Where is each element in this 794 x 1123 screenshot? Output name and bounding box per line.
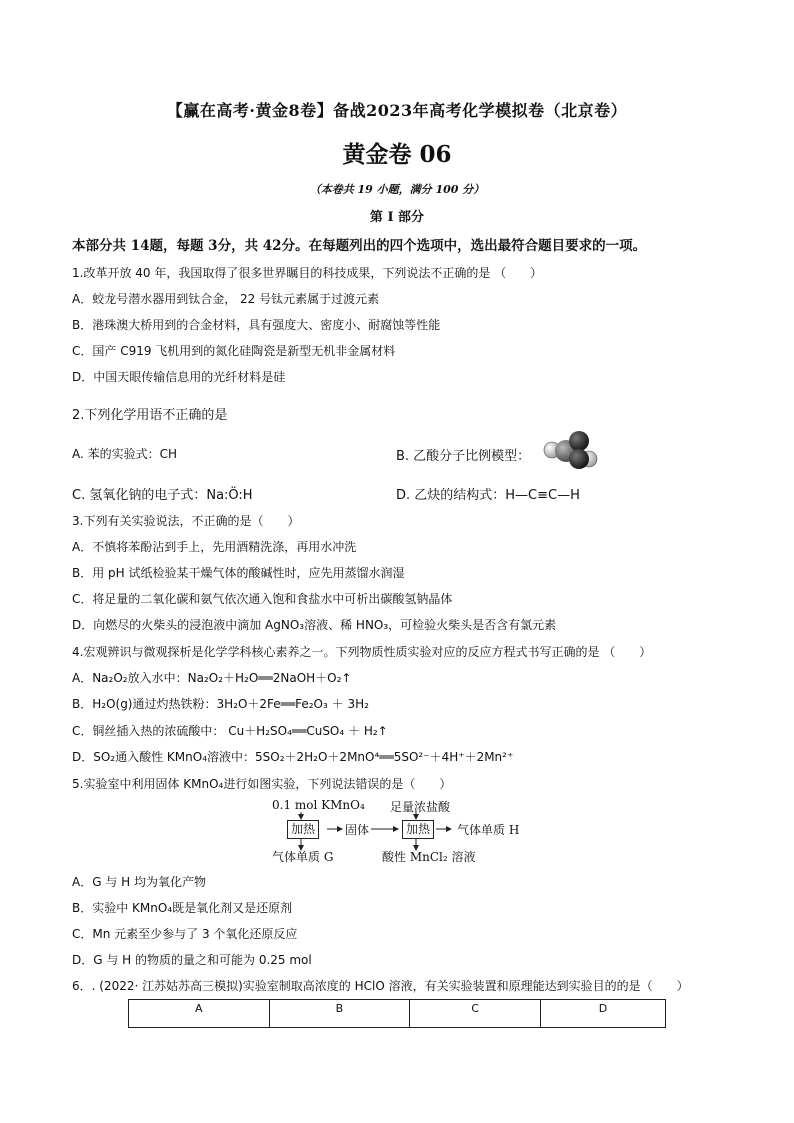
q6-header-a: A (129, 1000, 270, 1028)
exam-note: （本卷共 19 小题，满分 100 分） (309, 183, 485, 196)
q5-stem: 5.实验室中利用固体 KMnO₄进行如图实验，下列说法错误的是（ ） (72, 777, 452, 791)
q2-option-a: A. 苯的实验式：CH (72, 447, 178, 461)
flow-reagent-hcl: 足量浓盐酸 (390, 800, 451, 814)
flow-heat-box-1: 加热 (287, 820, 319, 839)
naoh-electron-formula: Na:Ö:H (206, 488, 253, 503)
flow-reagent-kmno4: 0.1 mol KMnO₄ (272, 798, 365, 812)
q3-stem: 3.下列有关实验说法，不正确的是（ ） (72, 514, 300, 528)
flow-heat-box-2: 加热 (402, 820, 434, 839)
flow-gas-h: 气体单质 H (457, 823, 520, 837)
q4-option-b: B．H₂O(g)通过灼热铁粉：3H₂O＋2Fe══Fe₂O₃ ＋ 3H₂ (72, 697, 369, 711)
q2-stem: 2.下列化学用语不正确的是 (72, 408, 228, 423)
q4-option-c: C．铜丝插入热的浓硫酸中： Cu＋H₂SO₄══CuSO₄ ＋ H₂↑ (72, 724, 388, 738)
q6-stem: 6．. (2022· 江苏姑苏高三模拟)实验室制取高浓度的 HClO 溶液，有关实验装置和原理能达到实验目的的是（ ） (72, 979, 689, 993)
q2-option-c-label: C. 氢氧化钠的电子式： (72, 488, 207, 503)
flow-gas-g: 气体单质 G (272, 850, 334, 864)
q6-header-c: C (410, 1000, 541, 1028)
flow-mncl2-solution: 酸性 MnCl₂ 溶液 (382, 850, 476, 864)
exam-volume: 黄金卷 06 (342, 141, 452, 168)
q1-option-d: D．中国天眼传输信息用的光纤材料是硅 (72, 370, 286, 384)
q5-option-a: A．G 与 H 均为氧化产物 (72, 875, 206, 889)
q3-option-b: B．用 pH 试纸检验某干燥气体的酸碱性时，应先用蒸馏水润湿 (72, 566, 405, 580)
table-row (129, 1000, 666, 1028)
flow-solid: 固体 (345, 823, 370, 837)
q6-header-d: D (541, 1000, 666, 1028)
q4-stem: 4.宏观辨识与微观探析是化学学科核心素养之一。下列物质性质实验对应的反应方程式书写正确的是 （ ） (72, 645, 652, 659)
part-heading: 第 I 部分 (369, 210, 425, 225)
q3-option-d: D．向燃尽的火柴头的浸泡液中滴加 AgNO₃溶液、稀 HNO₃，可检验火柴头是否含有氯元素 (72, 618, 557, 632)
q4-option-a: A．Na₂O₂放入水中：Na₂O₂＋H₂O══2NaOH＋O₂↑ (72, 671, 352, 685)
q1-option-c: C．国产 C919 飞机用到的氮化硅陶瓷是新型无机非金属材料 (72, 344, 396, 358)
acetic-acid-model-image (542, 428, 600, 470)
q1-option-b: B．港珠澳大桥用到的合金材料，具有强度大、密度小、耐腐蚀等性能 (72, 318, 441, 332)
q6-options-table (128, 999, 666, 1028)
part-instruction: 本部分共 14题，每题 3分，共 42分。在每题列出的四个选项中，选出最符合题目要求的一项。 (72, 238, 647, 254)
q5-option-d: D．G 与 H 的物质的量之和可能为 0.25 mol (72, 953, 312, 967)
q3-option-a: A．不慎将苯酚沾到手上，先用酒精洗涤，再用水冲洗 (72, 540, 357, 554)
q2-option-c (72, 484, 253, 503)
q1-stem: 1.改革开放 40 年，我国取得了很多世界瞩目的科技成果，下列说法不正确的是 （ ） (72, 266, 543, 280)
q2-option-d: D. 乙炔的结构式：H—C≡C—H (396, 488, 580, 503)
q4-option-d: D．SO₂通入酸性 KMnO₄溶液中：5SO₂＋2H₂O＋2MnO⁴══5SO²⁻＋4H⁺＋2Mn²⁺ (72, 750, 514, 764)
q1-option-a: A．蛟龙号潜水器用到钛合金， 22 号钛元素属于过渡元素 (72, 292, 380, 306)
exam-title: 【赢在高考·黄金8卷】备战2023年高考化学模拟卷（北京卷） (166, 101, 628, 120)
q2-option-b: B. 乙酸分子比例模型： (396, 449, 531, 464)
q6-header-b: B (269, 1000, 410, 1028)
q3-option-c: C．将足量的二氧化碳和氨气依次通入饱和食盐水中可析出碳酸氢钠晶体 (72, 592, 453, 606)
q5-option-b: B．实验中 KMnO₄既是氧化剂又是还原剂 (72, 901, 293, 915)
q5-option-c: C．Mn 元素至少参与了 3 个氧化还原反应 (72, 927, 298, 941)
